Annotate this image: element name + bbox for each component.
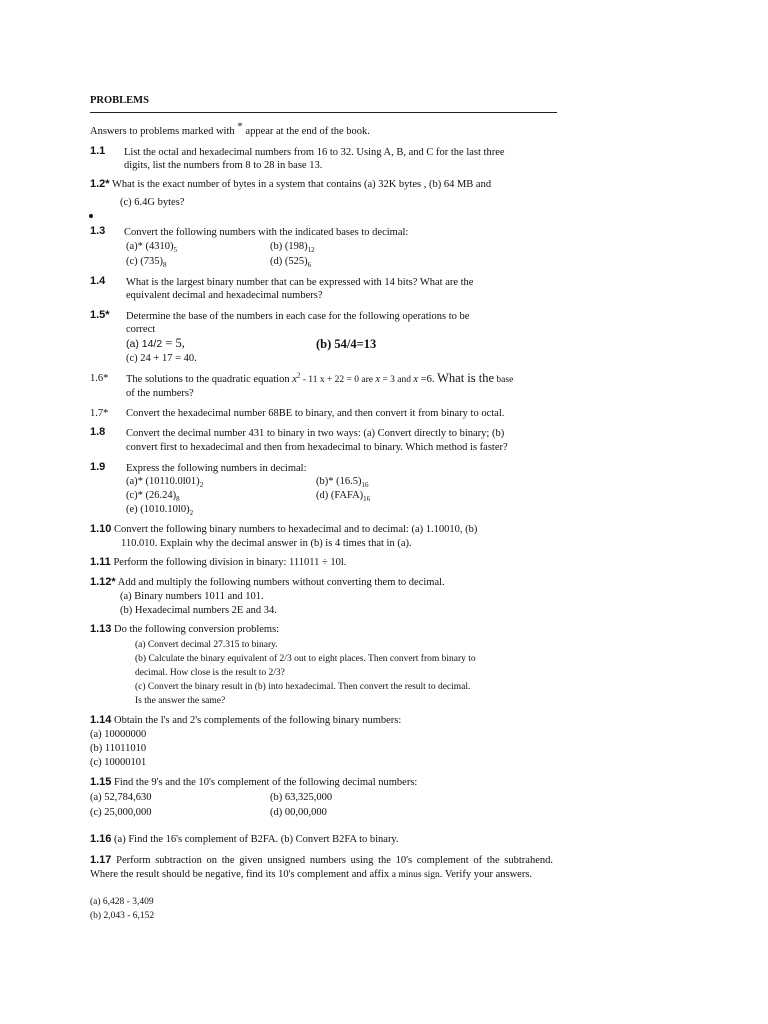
problem-1-15-number: 1.15	[90, 776, 112, 788]
problem-1-6-line2: of the numbers?	[126, 388, 194, 399]
problem-1-13	[90, 623, 279, 636]
problem-1-13-c-line1: (c) Convert the binary result in (b) into hexadecimal. Then convert the result to decimal.	[135, 682, 471, 692]
intro-text-end: appear at the end of the book.	[242, 126, 370, 137]
problem-1-3-a	[126, 240, 177, 253]
problem-1-5-c: (c) 24 + 17 = 40.	[126, 353, 197, 364]
problem-1-3-number: 1.3	[90, 225, 106, 237]
problem-1-12-text: Add and multiply the following numbers without converting them to decimal.	[115, 577, 445, 588]
problem-1-4-number: 1.4	[90, 275, 106, 287]
intro-star: *	[237, 120, 243, 133]
problem-1-3-b-base: 12	[307, 246, 315, 255]
problem-1-17-text-end: . Verify your answers.	[439, 869, 533, 880]
problem-1-11-number: 1.11	[90, 556, 111, 568]
problem-1-12-number: 1.12*	[90, 576, 116, 588]
problem-1-8-line1: Convert the decimal number 431 to binary in two ways: (a) Convert directly to binary; (b)	[126, 428, 505, 439]
problem-1-1-line1: List the octal and hexadecimal numbers from 16 to 32. Using A, B, and C for the last three	[124, 147, 505, 158]
problem-1-15-c: (c) 25,000,000	[90, 807, 152, 818]
problem-1-2	[90, 178, 491, 191]
problem-1-4-line2: equivalent decimal and hexadecimal numbers?	[126, 290, 323, 301]
problem-1-17-text-small: a minus sign	[391, 870, 440, 880]
problem-1-5-a-result: = 5,	[162, 336, 185, 350]
problem-1-2-line1: What is the exact number of bytes in a system that contains (a) 32K bytes , (b) 64 MB and	[109, 179, 492, 190]
problem-1-9-e	[126, 503, 193, 516]
problem-1-1-number: 1.1	[90, 145, 106, 157]
problem-1-3-text: Convert the following numbers with the indicated bases to decimal:	[124, 227, 409, 238]
problem-1-11	[90, 556, 346, 569]
problem-1-3-c-base: 8	[163, 261, 167, 270]
problem-1-6-text-c: = 3 and	[380, 375, 414, 385]
problem-1-15-a: (a) 52,784,630	[90, 792, 152, 803]
problem-1-9-text: Express the following numbers in decimal:	[126, 463, 307, 474]
problem-1-14-number: 1.14	[90, 714, 112, 726]
problem-1-9-a	[126, 475, 203, 488]
problem-1-7-number: 1.7*	[90, 408, 109, 419]
problem-1-15-d: (d) 00,00,000	[270, 807, 327, 818]
problem-1-14-text: Obtain the l's and 2's complements of the following binary numbers:	[111, 715, 402, 726]
problem-1-9-d-base: 16	[363, 495, 371, 504]
problem-1-5-line1: Determine the base of the numbers in each case for the following operations to be	[126, 311, 470, 322]
problem-1-16-number: 1.16	[90, 833, 112, 845]
problem-1-11-text: Perform the following division in binary: 111011 ÷ 10l.	[110, 557, 347, 568]
problem-1-6-text-b: - 11 x + 22 = 0 are	[300, 375, 376, 385]
problem-1-14-a: (a) 10000000	[90, 729, 147, 740]
problem-1-14-b: (b) 11011010	[90, 743, 147, 754]
problem-1-5-b: (b) 54/4=13	[316, 337, 377, 351]
problem-1-16	[90, 833, 399, 846]
problem-1-16-text: (a) Find the 16's complement of B2FA. (b) Convert B2FA to binary.	[111, 834, 399, 845]
problem-1-6-text-e: What is the	[437, 371, 495, 385]
problem-1-13-number: 1.13	[90, 623, 112, 635]
problem-1-12-a: (a) Binary numbers 1011 and 101.	[120, 591, 264, 602]
problem-1-6-exponent: 2	[296, 371, 301, 380]
problem-1-6-var: x	[292, 374, 297, 385]
intro-text: Answers to problems marked with	[90, 126, 238, 137]
problem-1-3-d-text: (d) (525)	[270, 256, 308, 267]
problem-1-13-a: (a) Convert decimal 27.315 to binary.	[135, 640, 278, 650]
problem-1-15	[90, 776, 417, 789]
problem-1-9-b-text: (b)* (16.5)	[316, 476, 362, 487]
problem-1-3-d	[270, 255, 311, 268]
problem-1-9-d-text: (d) (FAFA)	[316, 490, 364, 501]
problem-1-14-c: (c) 10000101	[90, 757, 147, 768]
problem-1-9-e-text: (e) (1010.10l0)	[126, 504, 190, 515]
problem-1-5-a-expr: (a) 14/2	[126, 338, 163, 350]
problem-1-6-text-a: The solutions to the quadratic equation	[126, 374, 293, 385]
problem-1-17-text: Perform subtraction on the given unsigned numbers using the 10's complement of the subtrahend. Where the result should be negative, find its 10's complement and affix	[90, 855, 553, 880]
problem-1-17	[90, 853, 553, 882]
problem-1-9-b-base: 16	[361, 481, 369, 490]
problem-1-9-c-text: (c)* (26.24)	[126, 490, 177, 501]
problem-1-9-e-base: 2	[189, 509, 194, 518]
problem-1-3-a-base: 5	[173, 246, 178, 255]
problem-1-3-a-text: (a)* (4310)	[126, 241, 174, 252]
problem-1-9-c	[126, 489, 180, 502]
problem-1-5-number: 1.5*	[90, 309, 110, 321]
problem-1-8-number: 1.8	[90, 426, 106, 438]
problem-1-3-c	[126, 255, 167, 268]
problem-1-6-number: 1.6*	[90, 373, 109, 384]
problem-1-6-text-f: base	[494, 375, 514, 385]
problem-1-9-a-text: (a)* (10110.0l01)	[126, 476, 200, 487]
list-bullet	[89, 214, 93, 218]
problem-1-12	[90, 576, 445, 589]
problem-1-9-number: 1.9	[90, 461, 106, 473]
problem-1-5-a	[126, 337, 185, 351]
heading-rule	[90, 112, 557, 113]
problem-1-3-b-text: (b) (198)	[270, 241, 308, 252]
problem-1-15-text: Find the 9's and the 10's complement of the following decimal numbers:	[111, 777, 418, 788]
problem-1-13-c-line2: Is the answer the same?	[135, 696, 226, 706]
problem-1-12-b: (b) Hexadecimal numbers 2E and 34.	[120, 605, 277, 616]
problem-1-13-b-line1: (b) Calculate the binary equivalent of 2/3 out to eight places. Then convert from binary to	[135, 654, 476, 664]
problem-1-4-line1: What is the largest binary number that can be expressed with 14 bits? What are the	[126, 277, 474, 288]
problem-1-8-line2: convert first to hexadecimal and then from hexadecimal to binary. Which method is faster?	[126, 442, 508, 453]
problem-1-10-line2: 110.010. Explain why the decimal answer in (b) is 4 times that in (a).	[121, 538, 412, 549]
problem-1-6-line1	[126, 372, 513, 387]
problem-1-6-var-2: x	[375, 374, 381, 385]
problem-1-15-b: (b) 63,325,000	[270, 792, 333, 803]
problem-1-3-b	[270, 240, 315, 253]
problem-1-13-b-line2: decimal. How close is the result to 2/3?	[135, 668, 285, 678]
problem-1-14	[90, 714, 401, 727]
problem-1-3-c-text: (c) (735)	[126, 256, 164, 267]
intro-note	[90, 120, 370, 138]
problem-1-7-text: Convert the hexadecimal number 68BE to binary, and then convert it from binary to octal.	[126, 408, 505, 419]
problem-1-17-b: (b) 2,043 - 6,152	[90, 911, 155, 921]
problem-1-6-var-3: x	[413, 374, 419, 385]
problem-1-5-line2: correct	[126, 324, 156, 335]
problem-1-9-b	[316, 475, 369, 488]
problem-1-9-c-base: 8	[176, 495, 180, 504]
problem-1-10-number: 1.10	[90, 523, 112, 535]
problem-1-2-number: 1.2*	[90, 178, 110, 190]
problem-1-9-a-base: 2	[199, 481, 204, 490]
section-heading: PROBLEMS	[90, 95, 149, 106]
problem-1-1-line2: digits, list the numbers from 8 to 28 in base 13.	[124, 160, 323, 171]
problem-1-17-a: (a) 6,428 - 3,409	[90, 897, 154, 907]
problem-1-9-d	[316, 489, 370, 502]
problem-1-10	[90, 523, 477, 536]
problem-1-3-d-base: 6	[307, 261, 312, 270]
problem-1-13-text: Do the following conversion problems:	[111, 624, 280, 635]
problem-1-10-line1: Convert the following binary numbers to hexadecimal and to decimal: (a) 1.10010, (b)	[111, 524, 478, 535]
problem-1-2-line2: (c) 6.4G bytes?	[120, 197, 185, 208]
problem-1-17-number: 1.17	[90, 854, 112, 866]
problem-1-6-text-d: =6.	[418, 374, 438, 385]
